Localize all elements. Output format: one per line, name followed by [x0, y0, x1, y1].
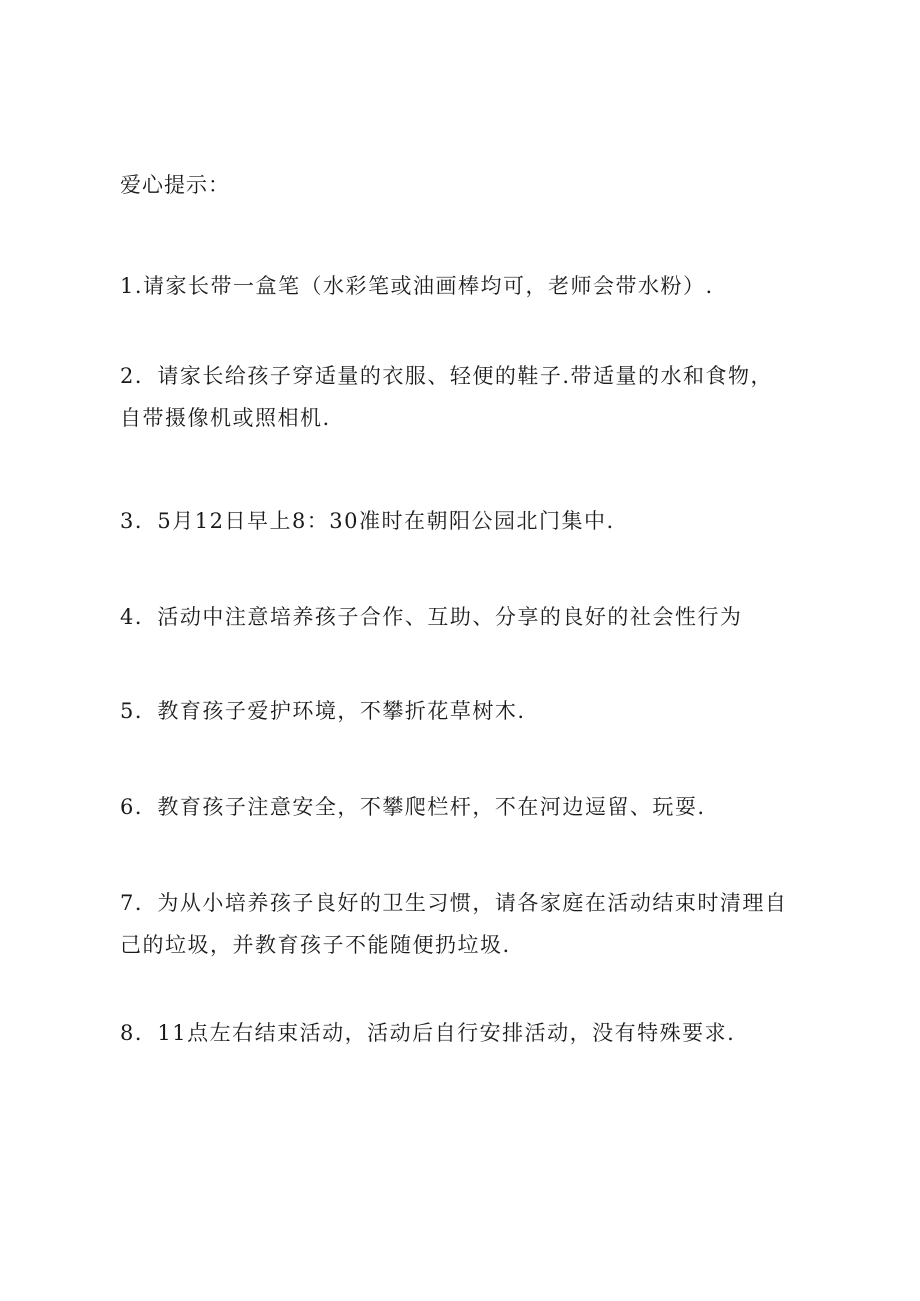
notice-item-1-line-1: 1.请家长带一盒笔（水彩笔或油画棒均可，老师会带水粉）.: [120, 274, 714, 298]
notice-item-5: [120, 690, 810, 732]
notice-item-1: [120, 265, 810, 307]
notice-item-4: [120, 596, 810, 638]
notice-item-2: [120, 355, 810, 439]
notice-item-6: [120, 786, 810, 828]
notice-item-7: [120, 882, 810, 966]
notice-item-3-line-1: 3．5月12日早上8：30准时在朝阳公园北门集中.: [120, 509, 615, 533]
notice-item-2-line-1: 2．请家长给孩子穿适量的衣服、轻便的鞋子.带适量的水和食物，: [120, 364, 774, 388]
notice-item-4-line-1: 4．活动中注意培养孩子合作、互助、分享的良好的社会性行为: [120, 605, 743, 629]
notice-item-2-line-2: 自带摄像机或照相机.: [120, 406, 331, 430]
notice-item-3: [120, 500, 810, 542]
notice-item-6-line-1: 6．教育孩子注意安全，不攀爬栏杆，不在河边逗留、玩耍.: [120, 795, 706, 819]
notice-item-8: [120, 1012, 810, 1054]
notice-heading: 爱心提示：: [120, 173, 230, 197]
notice-item-5-line-1: 5．教育孩子爱护环境，不攀折花草树木.: [120, 699, 526, 723]
notice-item-7-line-1: 7．为从小培养孩子良好的卫生习惯，请各家庭在活动结束时清理自: [120, 891, 788, 915]
notice-item-8-line-1: 8．11点左右结束活动，活动后自行安排活动，没有特殊要求.: [120, 1021, 736, 1045]
notice-item-7-line-2: 己的垃圾，并教育孩子不能随便扔垃圾.: [120, 933, 511, 957]
